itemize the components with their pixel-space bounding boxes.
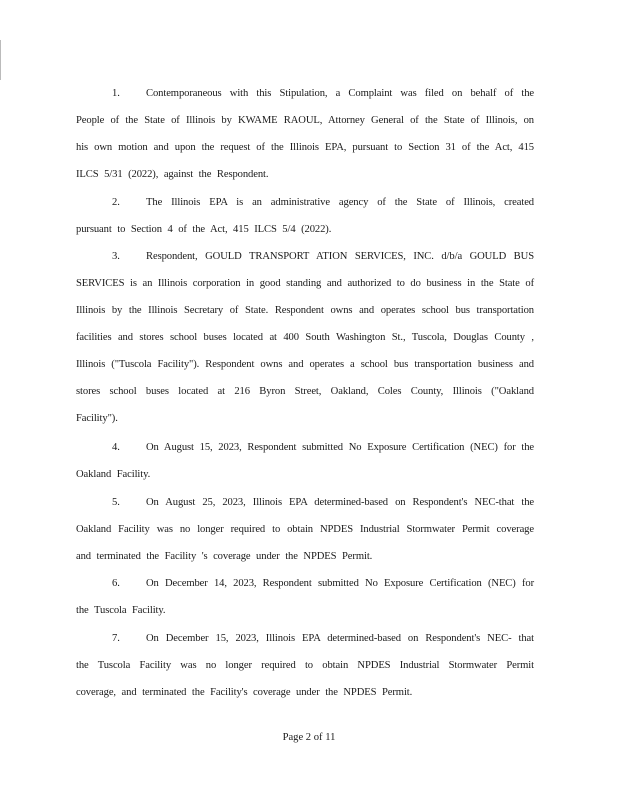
paragraph-number: 6. (112, 578, 120, 589)
page-number-footer: Page 2 of 11 (282, 732, 336, 743)
paragraph-3 (76, 243, 534, 432)
scan-edge-mark (0, 40, 1, 80)
paragraph-text: The Illinois EPA is an administrative agency of the State of Illinois, created pursuant to Section 4 of the Act, 415 ILCS 5/4 (2022). (76, 197, 534, 235)
paragraph-number: 1. (112, 88, 120, 99)
paragraph-5 (76, 489, 534, 570)
paragraph-text: On December 15, 2023, Illinois EPA determined-based on Respondent's NEC- that the Tuscola Facility was no longer required to obtain NPDES Industrial Stormwater Permit coverage, and terminated the Facility's coverage under the NPDES Permit. (76, 633, 534, 698)
paragraph-7 (76, 625, 534, 706)
paragraph-4 (76, 434, 534, 488)
paragraph-number: 2. (112, 197, 120, 208)
paragraph-number: 3. (112, 251, 120, 262)
paragraph-number: 5. (112, 497, 120, 508)
paragraph-2 (76, 189, 534, 243)
paragraph-text: On August 15, 2023, Respondent submitted No Exposure Certification (NEC) for the Oakland Facility. (76, 442, 534, 480)
paragraph-text: On December 14, 2023, Respondent submitted No Exposure Certification (NEC) for the Tuscola Facility. (76, 578, 534, 616)
paragraph-number: 4. (112, 442, 120, 453)
paragraph-text: Contemporaneous with this Stipulation, a Complaint was filed on behalf of the People of the State of Illinois by KWAME RAOUL, Attorney General of the State of Illinois, on his own motion and upon the request of the Illinois EPA, pursuant to Section 31 of the Act, 415 ILCS 5/31 (2022), against the Respondent. (76, 88, 534, 180)
paragraph-number: 7. (112, 633, 120, 644)
paragraph-1 (76, 80, 534, 188)
paragraph-text: On August 25, 2023, Illinois EPA determined-based on Respondent's NEC-that the Oakland Facility was no longer required to obtain NPDES Industrial Stormwater Permit coverage and terminated the Facility 's coverage under the NPDES Permit. (76, 497, 534, 562)
paragraph-6 (76, 570, 534, 624)
paragraph-text: Respondent, GOULD TRANSPORT ATION SERVICES, INC. d/b/a GOULD BUS SERVICES is an Illinois corporation in good standing and authorized to do business in the State of Illinois by the Illinois Secretary of State. Respondent owns and operates school bus transportation facilities and stores school buses located at 400 South Washington St., Tuscola, Douglas County , Illinois ("Tuscola Facility"). Respondent owns and operates a school bus transportation business and stores school buses located at 216 Byron Street, Oakland, Coles County, Illinois ("Oakland Facility"). (76, 251, 534, 424)
